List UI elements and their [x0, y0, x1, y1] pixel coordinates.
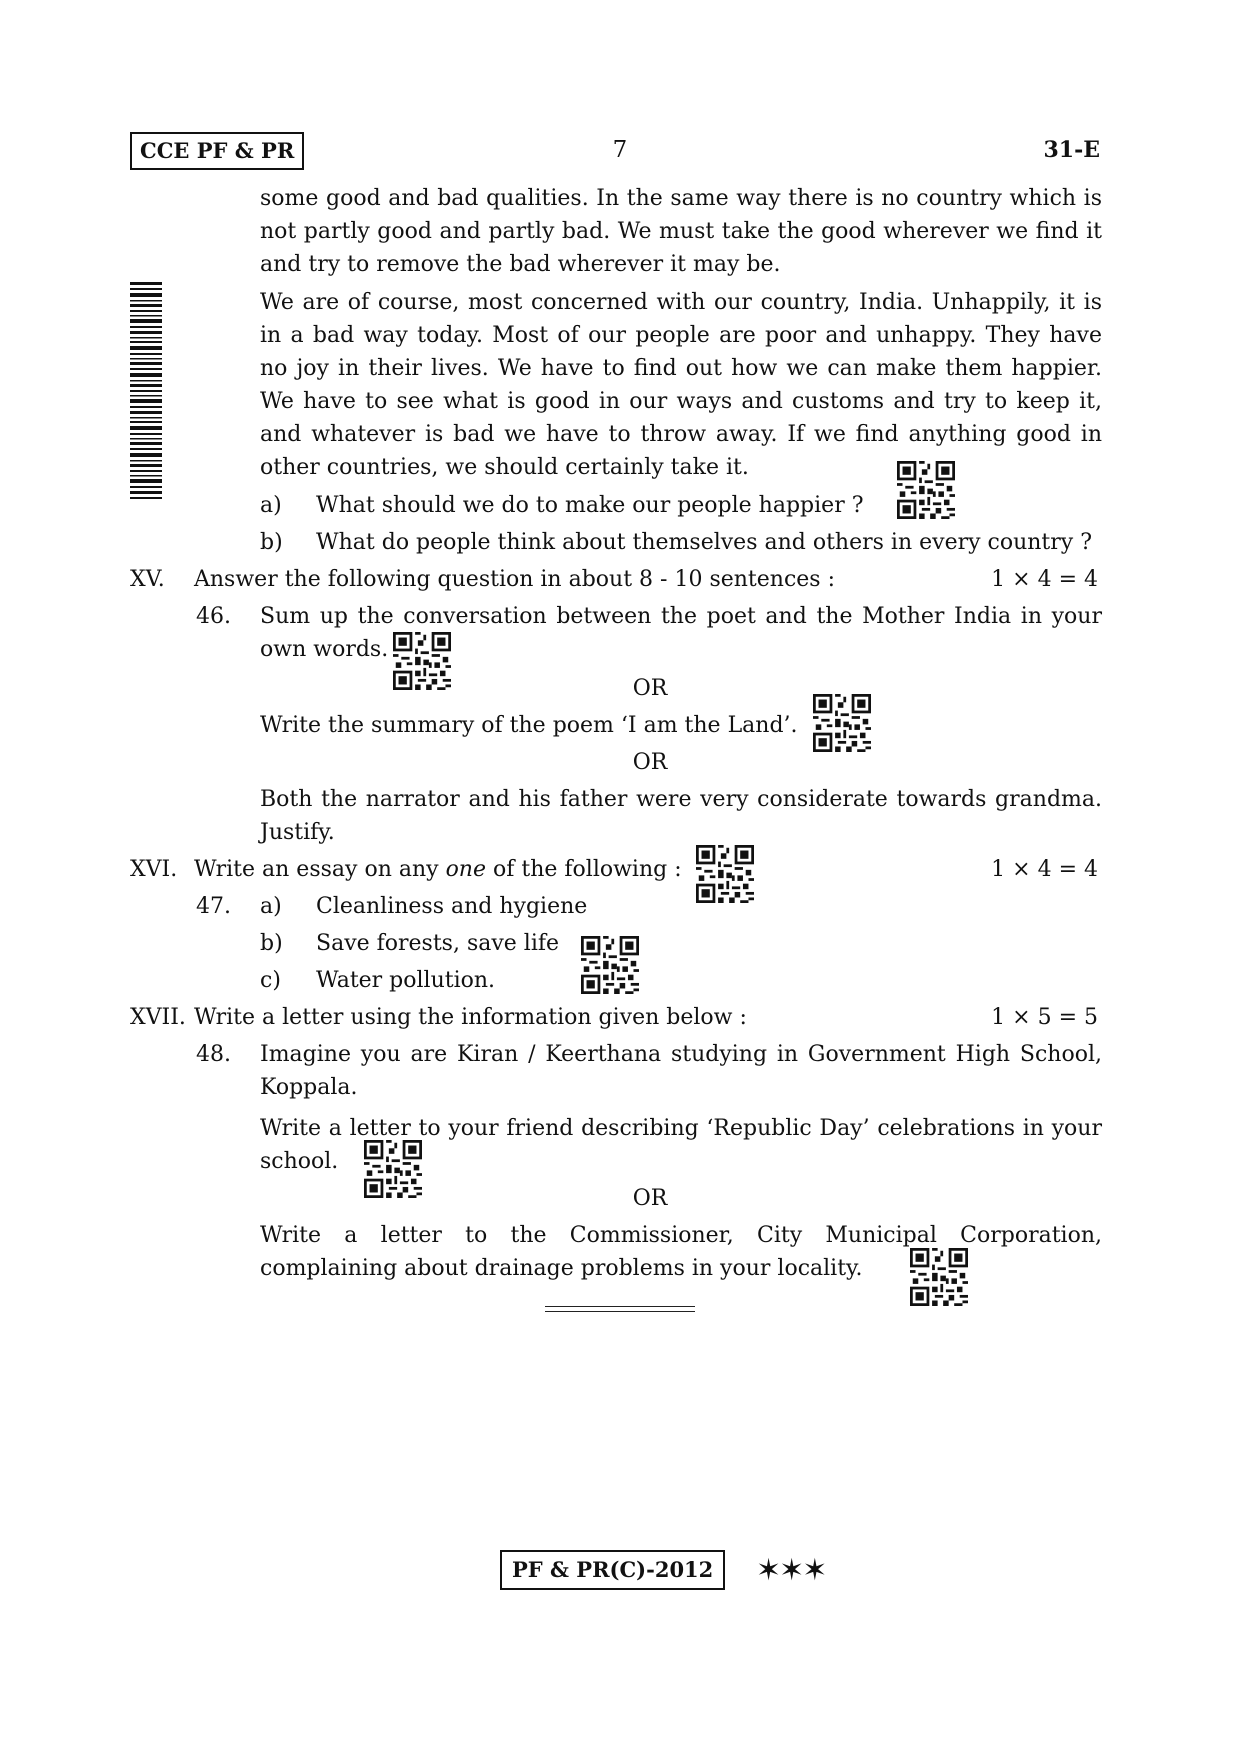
- end-rule-bottom: [545, 1311, 695, 1312]
- question-b-label: b): [260, 530, 283, 555]
- or-separator: OR: [632, 750, 668, 775]
- section-xv-instruction: Answer the following question in about 8 - 10 sentences :: [194, 567, 835, 592]
- or-separator: OR: [632, 676, 668, 701]
- qr-code-icon: [581, 936, 639, 994]
- question-46-alt-2: Both the narrator and his father were very considerate towards grandma. Justify.: [260, 787, 1102, 845]
- question-46-alt-1: Write the summary of the poem ‘I am the Land’.: [260, 713, 798, 738]
- question-a-text: What should we do to make our people happier ?: [316, 493, 864, 518]
- page-number: 7: [612, 137, 628, 163]
- essay-option-c-text: Water pollution.: [316, 968, 496, 993]
- instruction-emphasis: one: [445, 857, 486, 882]
- question-48-number: 48.: [196, 1042, 231, 1067]
- qr-code-icon: [696, 845, 754, 903]
- section-xvi-marks: 1 × 4 = 4: [991, 857, 1098, 882]
- passage-paragraph-1: some good and bad qualities. In the same way there is no country which is not partly good and partly bad. We must take the good wherever we find it and try to remove the bad wherever it may be.: [260, 186, 1102, 277]
- question-48-text-2: Write a letter to your friend describing ‘Republic Day’ celebrations in your school.: [260, 1116, 1102, 1174]
- qr-code-icon: [910, 1248, 968, 1306]
- qr-code-icon: [364, 1140, 422, 1198]
- question-48-alt: Write a letter to the Commissioner, City Municipal Corporation, complaining about drainage problems in your locality.: [260, 1223, 1102, 1281]
- qr-code-icon: [813, 694, 871, 752]
- end-rule-top: [545, 1306, 695, 1307]
- instruction-post: of the following :: [486, 857, 682, 882]
- footer-code-text: PF & PR(C)-2012: [512, 1557, 714, 1582]
- section-xvii-numeral: XVII.: [130, 1005, 186, 1030]
- section-xv-numeral: XV.: [130, 567, 165, 592]
- section-xv-marks: 1 × 4 = 4: [991, 567, 1098, 592]
- header-code-box: [130, 132, 304, 170]
- header-code-text: CCE PF & PR: [140, 138, 295, 163]
- paper-code: 31-E: [1043, 137, 1100, 163]
- or-separator: OR: [632, 1186, 668, 1211]
- passage-paragraph-2: We are of course, most concerned with our country, India. Unhappily, it is in a bad way today. Most of our people are poor and unhappy. They have no joy in their lives. We have to find out how we can make them happier. We have to see what is good in our ways and customs and try to keep it, and whatever is bad we have to throw away. If we find anything good in other countries, we should certainly take it.: [260, 290, 1102, 480]
- footer-code-box: [500, 1550, 725, 1590]
- question-48-text: Imagine you are Kiran / Keerthana studying in Government High School, Koppala.: [260, 1042, 1102, 1100]
- question-b-text: What do people think about themselves and others in every country ?: [316, 530, 1093, 555]
- essay-option-a-text: Cleanliness and hygiene: [316, 894, 588, 919]
- qr-code-icon: [393, 632, 451, 690]
- question-47-number: 47.: [196, 894, 231, 919]
- section-xvii-instruction: Write a letter using the information given below :: [194, 1005, 747, 1030]
- section-xvi-numeral: XVI.: [130, 857, 178, 882]
- barcode-image: [130, 282, 162, 500]
- question-a-label: a): [260, 493, 282, 518]
- qr-code-icon: [897, 461, 955, 519]
- essay-option-c-label: c): [260, 968, 281, 993]
- section-xvi-instruction: [194, 853, 682, 886]
- instruction-pre: Write an essay on any: [194, 857, 446, 882]
- essay-option-b-text: Save forests, save life: [316, 931, 560, 956]
- section-xvii-marks: 1 × 5 = 5: [991, 1005, 1098, 1030]
- footer-stars: ✶✶✶: [756, 1553, 826, 1588]
- essay-option-b-label: b): [260, 931, 283, 956]
- question-46-text: Sum up the conversation between the poet and the Mother India in your own words.: [260, 604, 1102, 662]
- essay-option-a-label: a): [260, 894, 282, 919]
- question-46-number: 46.: [196, 604, 231, 629]
